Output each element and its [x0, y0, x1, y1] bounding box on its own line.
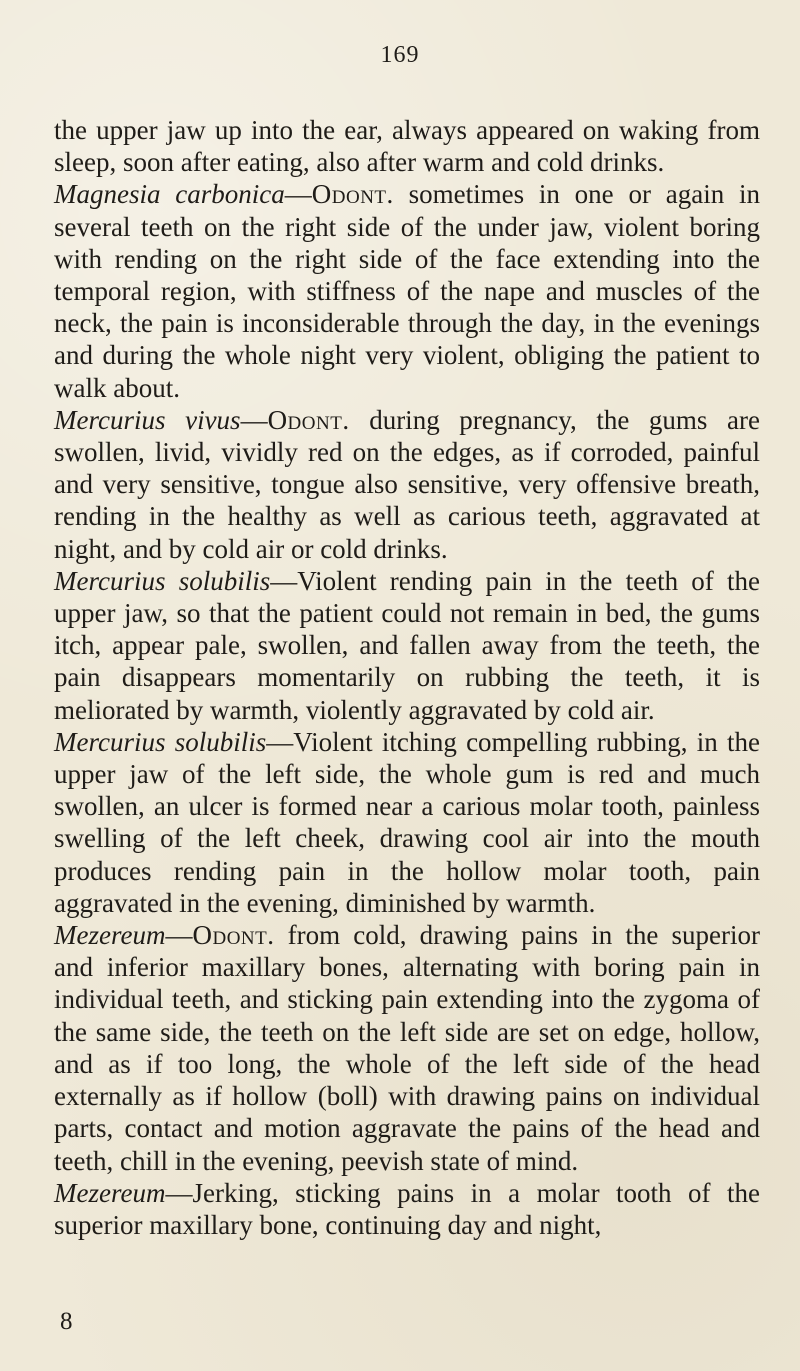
- entry-abbreviation: Odont.: [311, 179, 394, 210]
- entry-abbreviation: Odont.: [192, 920, 275, 951]
- entry-text: Violent rending pain in the teeth of the upper jaw, so that the patient could not remain in bed, the gums itch, appear pale, swollen, and fallen away from the teeth, the pain disappears momentarily on rubbing the teeth, it is meliorated by warmth, violently aggravated by cold air.: [54, 565, 760, 725]
- entry-mercurius-solubilis-1: [54, 565, 760, 726]
- page-number: 169: [380, 42, 420, 68]
- entry-text: from cold, drawing pains in the superior and inferior maxillary bones, alternating with boring pain in individual teeth, and sticking pain extending into the zygoma of the same side, the teeth on the left side are set on edge, hollow, and as if too long, the whole of the left side of the head externally as if hollow (boll) with drawing pains on individual parts, contact and motion aggravate the pains of the head and teeth, chill in the evening, peevish state of mind.: [54, 920, 760, 1176]
- signature-mark: 8: [60, 1308, 73, 1335]
- entry-text: Jerking, sticking pains in a molar tooth of the superior maxillary bone, continuing day and night,: [54, 1177, 760, 1240]
- entry-abbreviation: Odont.: [267, 404, 350, 435]
- entry-text: the upper jaw up into the ear, always appeared on waking from sleep, soon after eating, also after warm and cold drinks.: [54, 115, 760, 178]
- remedy-name: Mezereum: [54, 920, 166, 951]
- entry-dash: —: [270, 565, 298, 596]
- entry-dash: —: [266, 726, 294, 757]
- entry-text: Violent itching compelling rubbing, in the upper jaw of the left side, the whole gum is red and much swollen, an ulcer is formed near a carious molar tooth, painless swelling of the left cheek, drawing cool air into the mouth produces rending pain in the hollow molar tooth, pain aggravated in the evening, diminished by warmth.: [54, 726, 760, 918]
- entry-continuation: [54, 114, 760, 178]
- remedy-name: Mercurius vivus: [54, 404, 241, 435]
- entry-mercurius-solubilis-2: [54, 726, 760, 919]
- remedy-name: Mercurius solubilis: [54, 565, 271, 596]
- entry-mezereum-1: [54, 919, 760, 1177]
- entry-text: sometimes in one or again in several teeth on the right side of the under jaw, violent boring with rending on the right side of the face extending into the temporal region, with stiffness of the nape and muscles of the neck, the pain is inconsiderable through the day, in the evenings and during the whole night very violent, obliging the patient to walk about.: [54, 179, 761, 403]
- remedy-name: Mercurius solubilis: [54, 726, 267, 757]
- entry-magnesia-carbonica: [54, 178, 760, 403]
- entry-text: during pregnancy, the gums are swollen, livid, vividly red on the edges, as if corroded, painful and very sensitive, tongue also sensitive, very offensive breath, rending in the healthy as well as carious teeth, aggravated at night, and by cold air or cold drinks.: [54, 404, 760, 564]
- page-body: [54, 114, 760, 1241]
- entry-mercurius-vivus: [54, 404, 760, 565]
- remedy-name: Magnesia carbonica: [54, 179, 285, 210]
- entry-dash: —: [165, 920, 193, 951]
- remedy-name: Mezereum: [54, 1177, 166, 1208]
- entry-mezereum-2: [54, 1177, 760, 1241]
- entry-dash: —: [165, 1177, 193, 1208]
- entry-dash: —: [284, 179, 312, 210]
- entry-dash: —: [240, 404, 268, 435]
